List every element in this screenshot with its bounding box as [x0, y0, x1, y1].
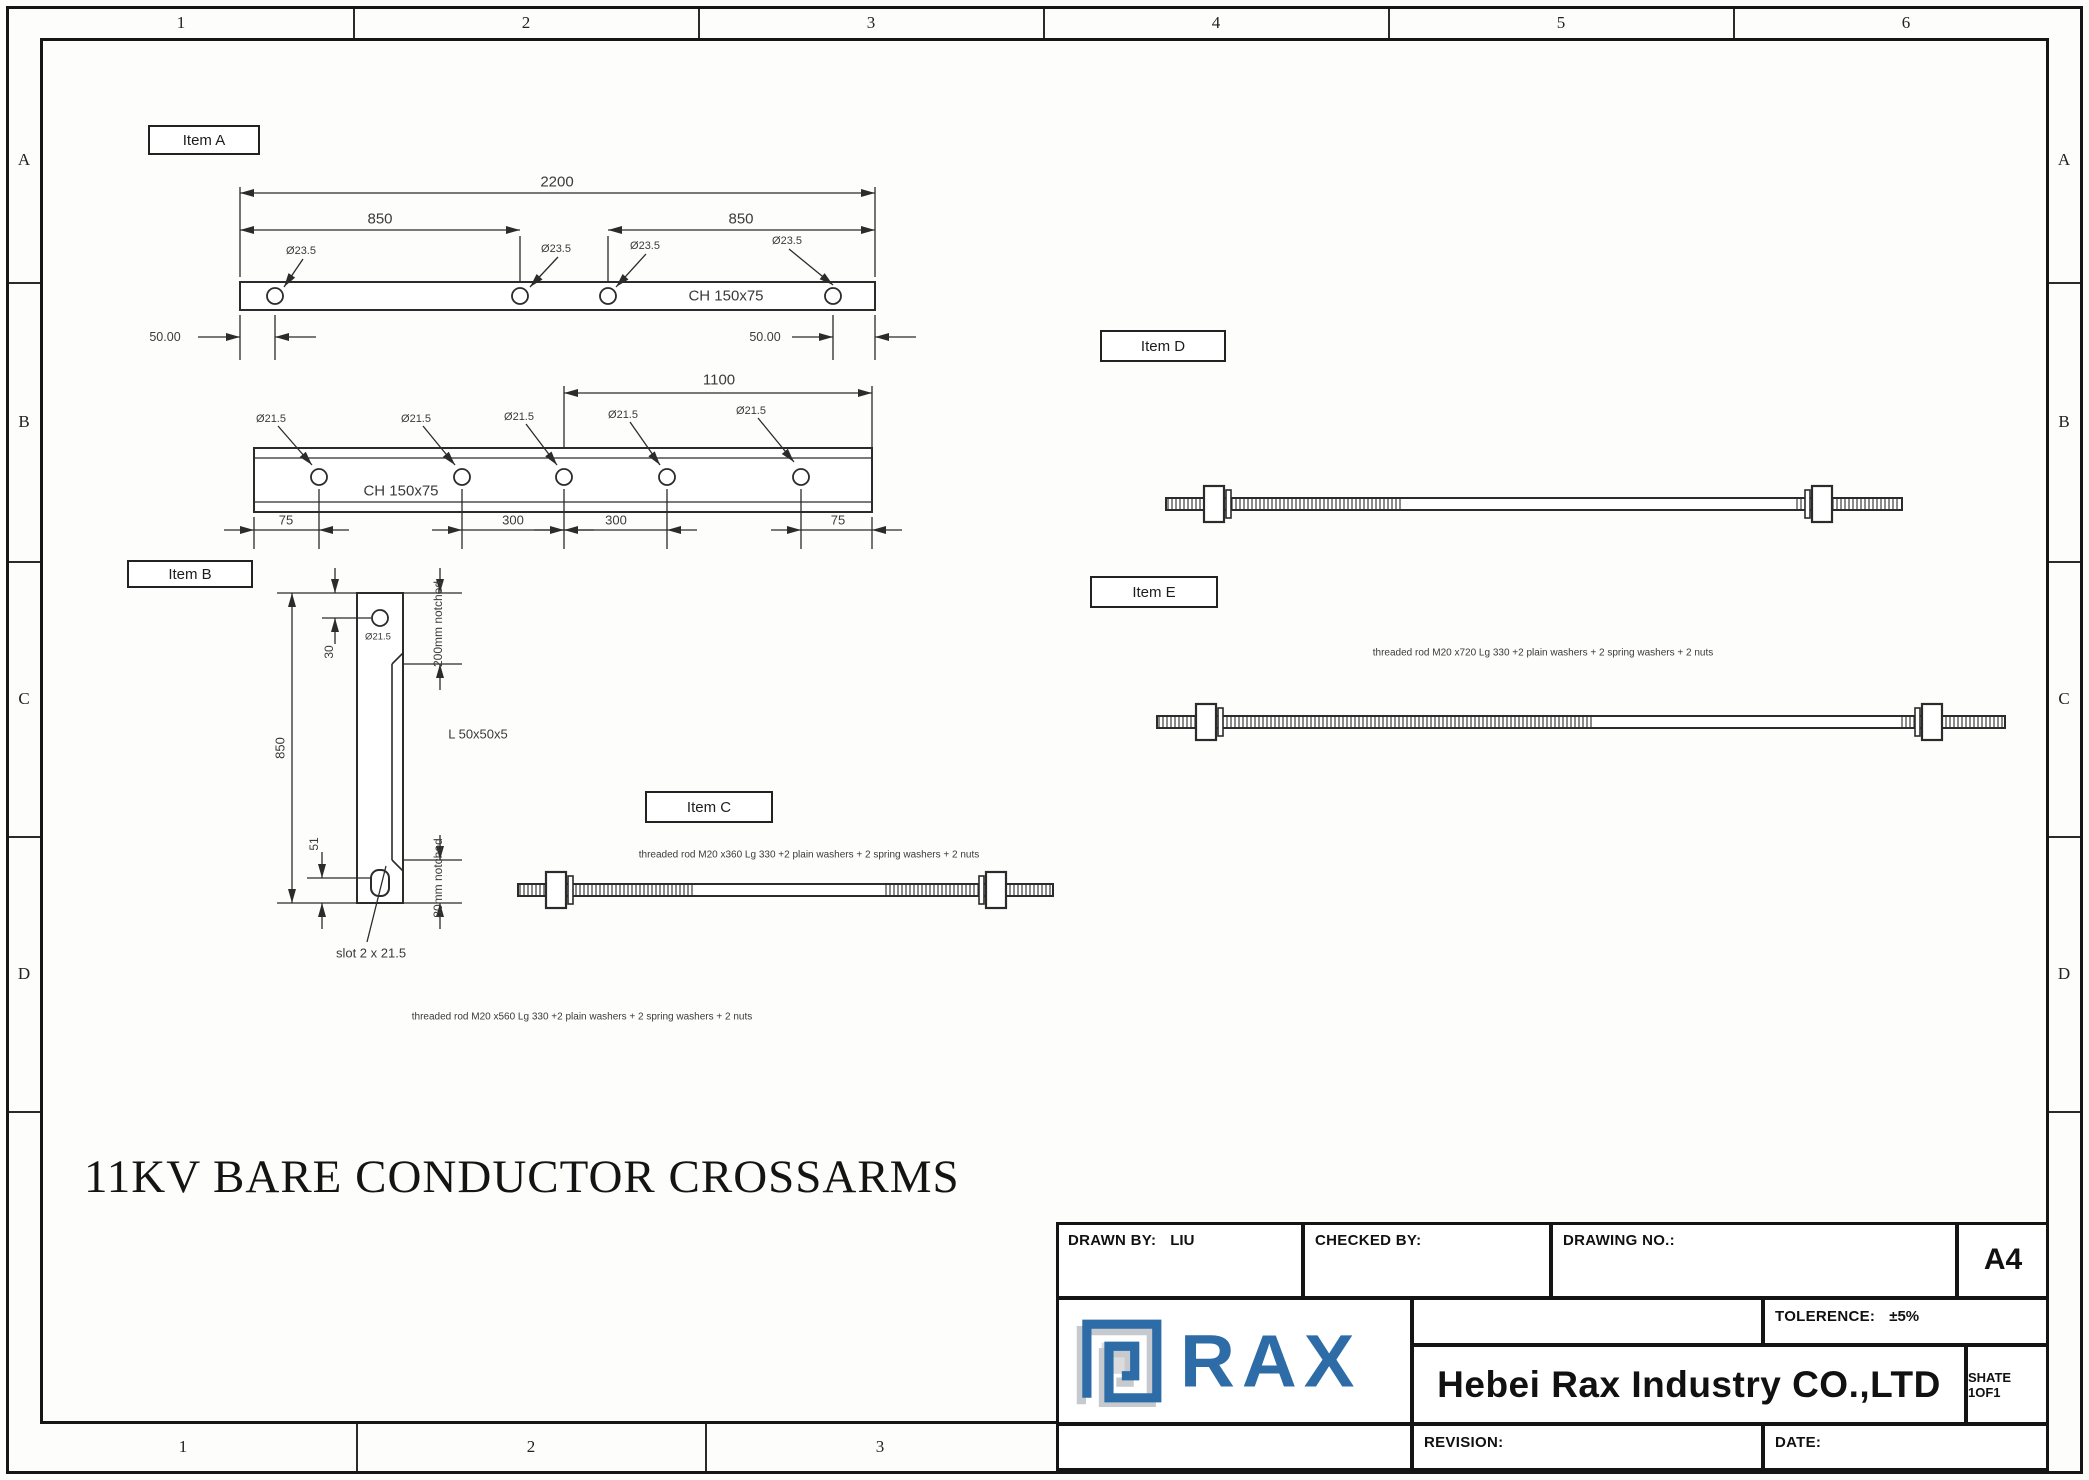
- annotation-label: 75: [830, 512, 846, 528]
- tb-tolerance-value: ±5%: [1889, 1308, 1920, 1325]
- tb-paper-size: A4: [1983, 1243, 2023, 1276]
- tb-revision-label: REVISION:: [1424, 1434, 1504, 1451]
- item-d-label: [1100, 330, 1226, 362]
- annotation-label: 850: [728, 210, 754, 228]
- zone-label: D: [2057, 964, 2071, 983]
- tb-drawn-by-cell: [1056, 1222, 1303, 1298]
- tb-sheet-text: SHATE 1OF1: [1968, 1369, 2012, 1400]
- zone-label: C: [2058, 689, 2070, 708]
- item-a-text: Item A: [182, 131, 226, 149]
- zone-label: 2: [526, 1437, 536, 1456]
- zone-label: 6: [1901, 13, 1911, 32]
- annotation-label: Ø21.5: [256, 413, 286, 425]
- tb-checked-by-cell: [1303, 1222, 1551, 1298]
- zone-label: A: [17, 150, 31, 169]
- annotation-label: Ø23.5: [541, 243, 571, 255]
- annotation-label: threaded rod M20 x560 Lg 330 +2 plain washers + 2 spring washers + 2 nuts: [411, 1011, 753, 1023]
- item-a-label: [148, 125, 260, 155]
- item-d-text: Item D: [1140, 337, 1186, 355]
- rax-logo: [1058, 1300, 1410, 1422]
- annotation-label: Ø23.5: [630, 240, 660, 252]
- zone-label: A: [2057, 150, 2071, 169]
- zone-label: 4: [1211, 13, 1221, 32]
- rax-logo-mark: [1074, 1315, 1166, 1407]
- tb-sheet-cell: [1966, 1345, 2049, 1424]
- annotation-label: 200mm notched: [431, 580, 445, 668]
- annotation-label: 300: [502, 512, 524, 528]
- annotation-label: 850: [272, 737, 288, 759]
- annotation-label: CH 150x75: [363, 482, 439, 500]
- annotation-label: 50.00: [749, 330, 781, 344]
- zone-label: 1: [176, 13, 186, 32]
- annotation-label: threaded rod M20 x360 Lg 330 +2 plain washers + 2 spring washers + 2 nuts: [638, 849, 980, 861]
- annotation-label: Ø21.5: [401, 413, 431, 425]
- tb-drawing-no-cell: [1551, 1222, 1957, 1298]
- zone-label: 2: [521, 13, 531, 32]
- zone-label: C: [18, 689, 30, 708]
- item-c-label: [645, 791, 773, 823]
- annotation-label: 30: [322, 645, 336, 659]
- annotation-label: Ø21.5: [504, 411, 534, 423]
- annotation-label: 80mm notched: [431, 838, 445, 918]
- zone-label: 5: [1556, 13, 1566, 32]
- tb-tolerance-label: TOLERENCE:: [1775, 1308, 1876, 1325]
- annotation-label: Ø21.5: [736, 405, 766, 417]
- tb-company-cell: [1412, 1345, 1966, 1424]
- tb-checked-by-label: CHECKED BY:: [1315, 1232, 1422, 1249]
- annotation-label: 51: [307, 837, 321, 851]
- zone-label: 1: [178, 1437, 188, 1456]
- zone-label: 3: [866, 13, 876, 32]
- annotation-label: 300: [605, 512, 627, 528]
- annotation-label: Ø23.5: [772, 235, 802, 247]
- tb-date-label: DATE:: [1775, 1434, 1822, 1451]
- tb-drawing-no-label: DRAWING NO.:: [1563, 1232, 1675, 1249]
- annotation-label: Ø21.5: [608, 409, 638, 421]
- zone-label: 3: [875, 1437, 885, 1456]
- item-b-text: Item B: [168, 565, 212, 583]
- tb-revision-cell: [1412, 1424, 1763, 1471]
- item-e-text: Item E: [1132, 583, 1176, 601]
- zone-label: B: [18, 412, 30, 431]
- tb-empty-cell-2: [1056, 1424, 1412, 1471]
- annotation-label: Ø21.5: [365, 631, 391, 643]
- tb-drawn-by-label: DRAWN BY:: [1068, 1232, 1157, 1249]
- tb-tolerance-cell: [1763, 1298, 2049, 1345]
- item-e-label: [1090, 576, 1218, 608]
- annotation-label: threaded rod M20 x720 Lg 330 +2 plain washers + 2 spring washers + 2 nuts: [1372, 647, 1714, 659]
- tb-date-cell: [1763, 1424, 2049, 1471]
- tb-company-name: Hebei Rax Industry CO.,LTD: [1437, 1363, 1941, 1405]
- annotation-label: 1100: [702, 371, 736, 389]
- tb-logo-cell: [1056, 1298, 1412, 1424]
- annotation-label: 75: [278, 512, 294, 528]
- zone-label: D: [17, 964, 31, 983]
- annotation-label: Ø23.5: [286, 245, 316, 257]
- annotation-label: 850: [367, 210, 393, 228]
- item-c-text: Item C: [686, 798, 732, 816]
- tb-empty-cell: [1412, 1298, 1763, 1345]
- annotation-label: L 50x50x5: [448, 726, 508, 742]
- annotation-label: CH 150x75: [688, 287, 764, 305]
- tb-drawn-by-value: LIU: [1170, 1232, 1195, 1249]
- annotation-label: 2200: [540, 173, 574, 191]
- annotation-label: 50.00: [149, 330, 181, 344]
- item-b-label: [127, 560, 253, 588]
- zone-label: B: [2058, 412, 2070, 431]
- drawing-title: 11KV BARE CONDUCTOR CROSSARMS: [84, 1151, 960, 1203]
- tb-paper-size-cell: [1957, 1222, 2049, 1298]
- rax-logo-text: RAX: [1180, 1319, 1362, 1403]
- annotation-label: slot 2 x 21.5: [335, 945, 407, 961]
